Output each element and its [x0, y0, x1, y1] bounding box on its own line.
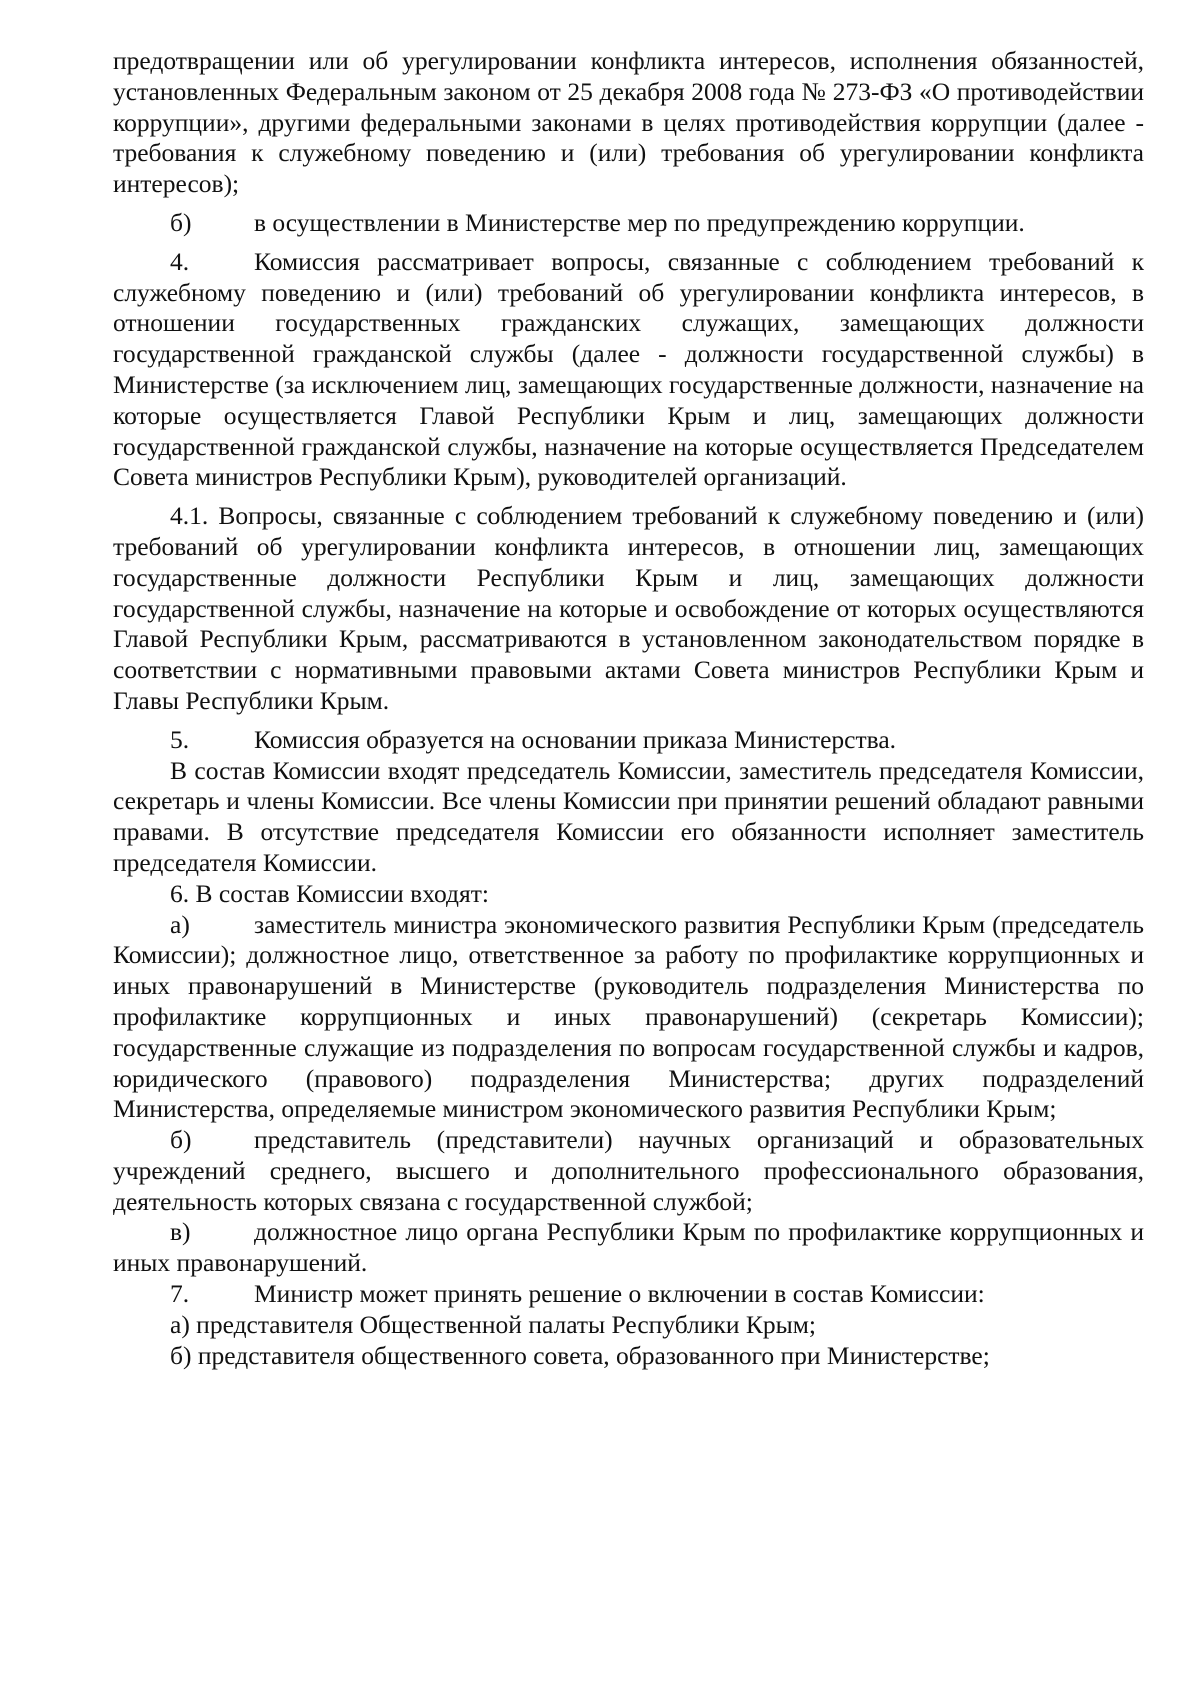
paragraph-6 — [113, 879, 1144, 910]
paragraph-text: Комиссия рассматривает вопросы, связанные с соблюдением требований к служебному поведению и (или) требований об урегулировании конфликта интересов, в отношении государственных гражданских служащих, замещающих должности государственной гражданской службы (далее - должности государственной службы) в Министерстве (за исключением лиц, замещающих государственные должности, назначение на которые осуществляется Главой Республики Крым и лиц, замещающих должности государственной гражданской службы, назначение на которые осуществляется Председателем Совета министров Республики Крым), руководителей организаций. — [113, 246, 1144, 492]
paragraph-number: в) — [170, 1217, 191, 1247]
paragraph-number: 5. — [170, 724, 190, 754]
paragraph-text: Комиссия образуется на основании приказа Министерства. — [254, 724, 897, 754]
paragraph-text: 6. В состав Комиссии входят: — [170, 878, 489, 908]
paragraph-text: В состав Комиссии входят председатель Комиссии, заместитель председателя Комиссии, секретарь и члены Комиссии. Все члены Комиссии при принятии решений обладают равными правами. В отсутствие председателя Комиссии его обязанности исполняет заместитель председателя Комиссии. — [113, 755, 1144, 877]
paragraph-4-1 — [113, 501, 1144, 717]
paragraph-number: а) — [170, 909, 190, 939]
paragraph-text: б) представителя общественного совета, образованного при Министерстве; — [170, 1340, 990, 1370]
paragraph-7-a — [113, 1310, 1144, 1341]
paragraph-composition — [113, 756, 1144, 879]
paragraph-item-b — [113, 208, 1144, 239]
paragraph-6-v — [113, 1217, 1144, 1279]
paragraph-6-b — [113, 1125, 1144, 1217]
paragraph-number: б) — [170, 207, 192, 237]
paragraph-text: 4.1. Вопросы, связанные с соблюдением требований к служебному поведению и (или) требований об урегулировании конфликта интересов, в отношении лиц, замещающих государственные должности Республики Крым и лиц, замещающих должности государственной службы, назначение на которые и освобождение от которых осуществляются Главой Республики Крым, рассматриваются в установленном законодательством порядке в соответствии с нормативными правовыми актами Совета министров Республики Крым и Главы Республики Крым. — [113, 501, 1144, 715]
paragraph-number: 4. — [170, 246, 190, 276]
paragraph-7-b — [113, 1341, 1144, 1372]
paragraph-text: в осуществлении в Министерстве мер по предупреждению коррупции. — [254, 207, 1025, 237]
paragraph-7 — [113, 1279, 1144, 1310]
paragraph-number: 7. — [170, 1279, 190, 1309]
paragraph-text: представитель (представители) научных организаций и образовательных учреждений среднего, высшего и дополнительного профессионального образования, деятельность которых связана с государственной службой; — [113, 1125, 1144, 1216]
paragraph-text: Министр может принять решение о включении в состав Комиссии: — [254, 1279, 985, 1309]
paragraph-text: заместитель министра экономического развития Республики Крым (председатель Комиссии); должностное лицо, ответственное за работу по профилактике коррупционных и иных правонарушений в Министерстве (руководитель подразделения Министерства по профилактике коррупционных и иных правонарушений) (секретарь Комиссии); государственные служащие из подразделения по вопросам государственной службы и кадров, юридического (правового) подразделения Министерства; других подразделений Министерства, определяемые министром экономического развития Республики Крым; — [113, 909, 1144, 1124]
paragraph-text: а) представителя Общественной палаты Республики Крым; — [170, 1309, 816, 1339]
paragraph-text: предотвращении или об урегулировании конфликта интересов, исполнения обязанностей, установленных Федеральным законом от 25 декабря 2008 года № 273-ФЗ «О противодействии коррупции», другими федеральными законами в целях противодействия коррупции (далее - требования к служебному поведению и (или) требования об урегулировании конфликта интересов); — [113, 46, 1144, 199]
paragraph-4 — [113, 247, 1144, 493]
paragraph-6-a — [113, 910, 1144, 1126]
paragraph-number: б) — [170, 1125, 192, 1155]
paragraph-continuation — [113, 46, 1144, 200]
paragraph-5 — [113, 725, 1144, 756]
paragraph-text: должностное лицо органа Республики Крым по профилактике коррупционных и иных правонарушений. — [113, 1217, 1144, 1278]
